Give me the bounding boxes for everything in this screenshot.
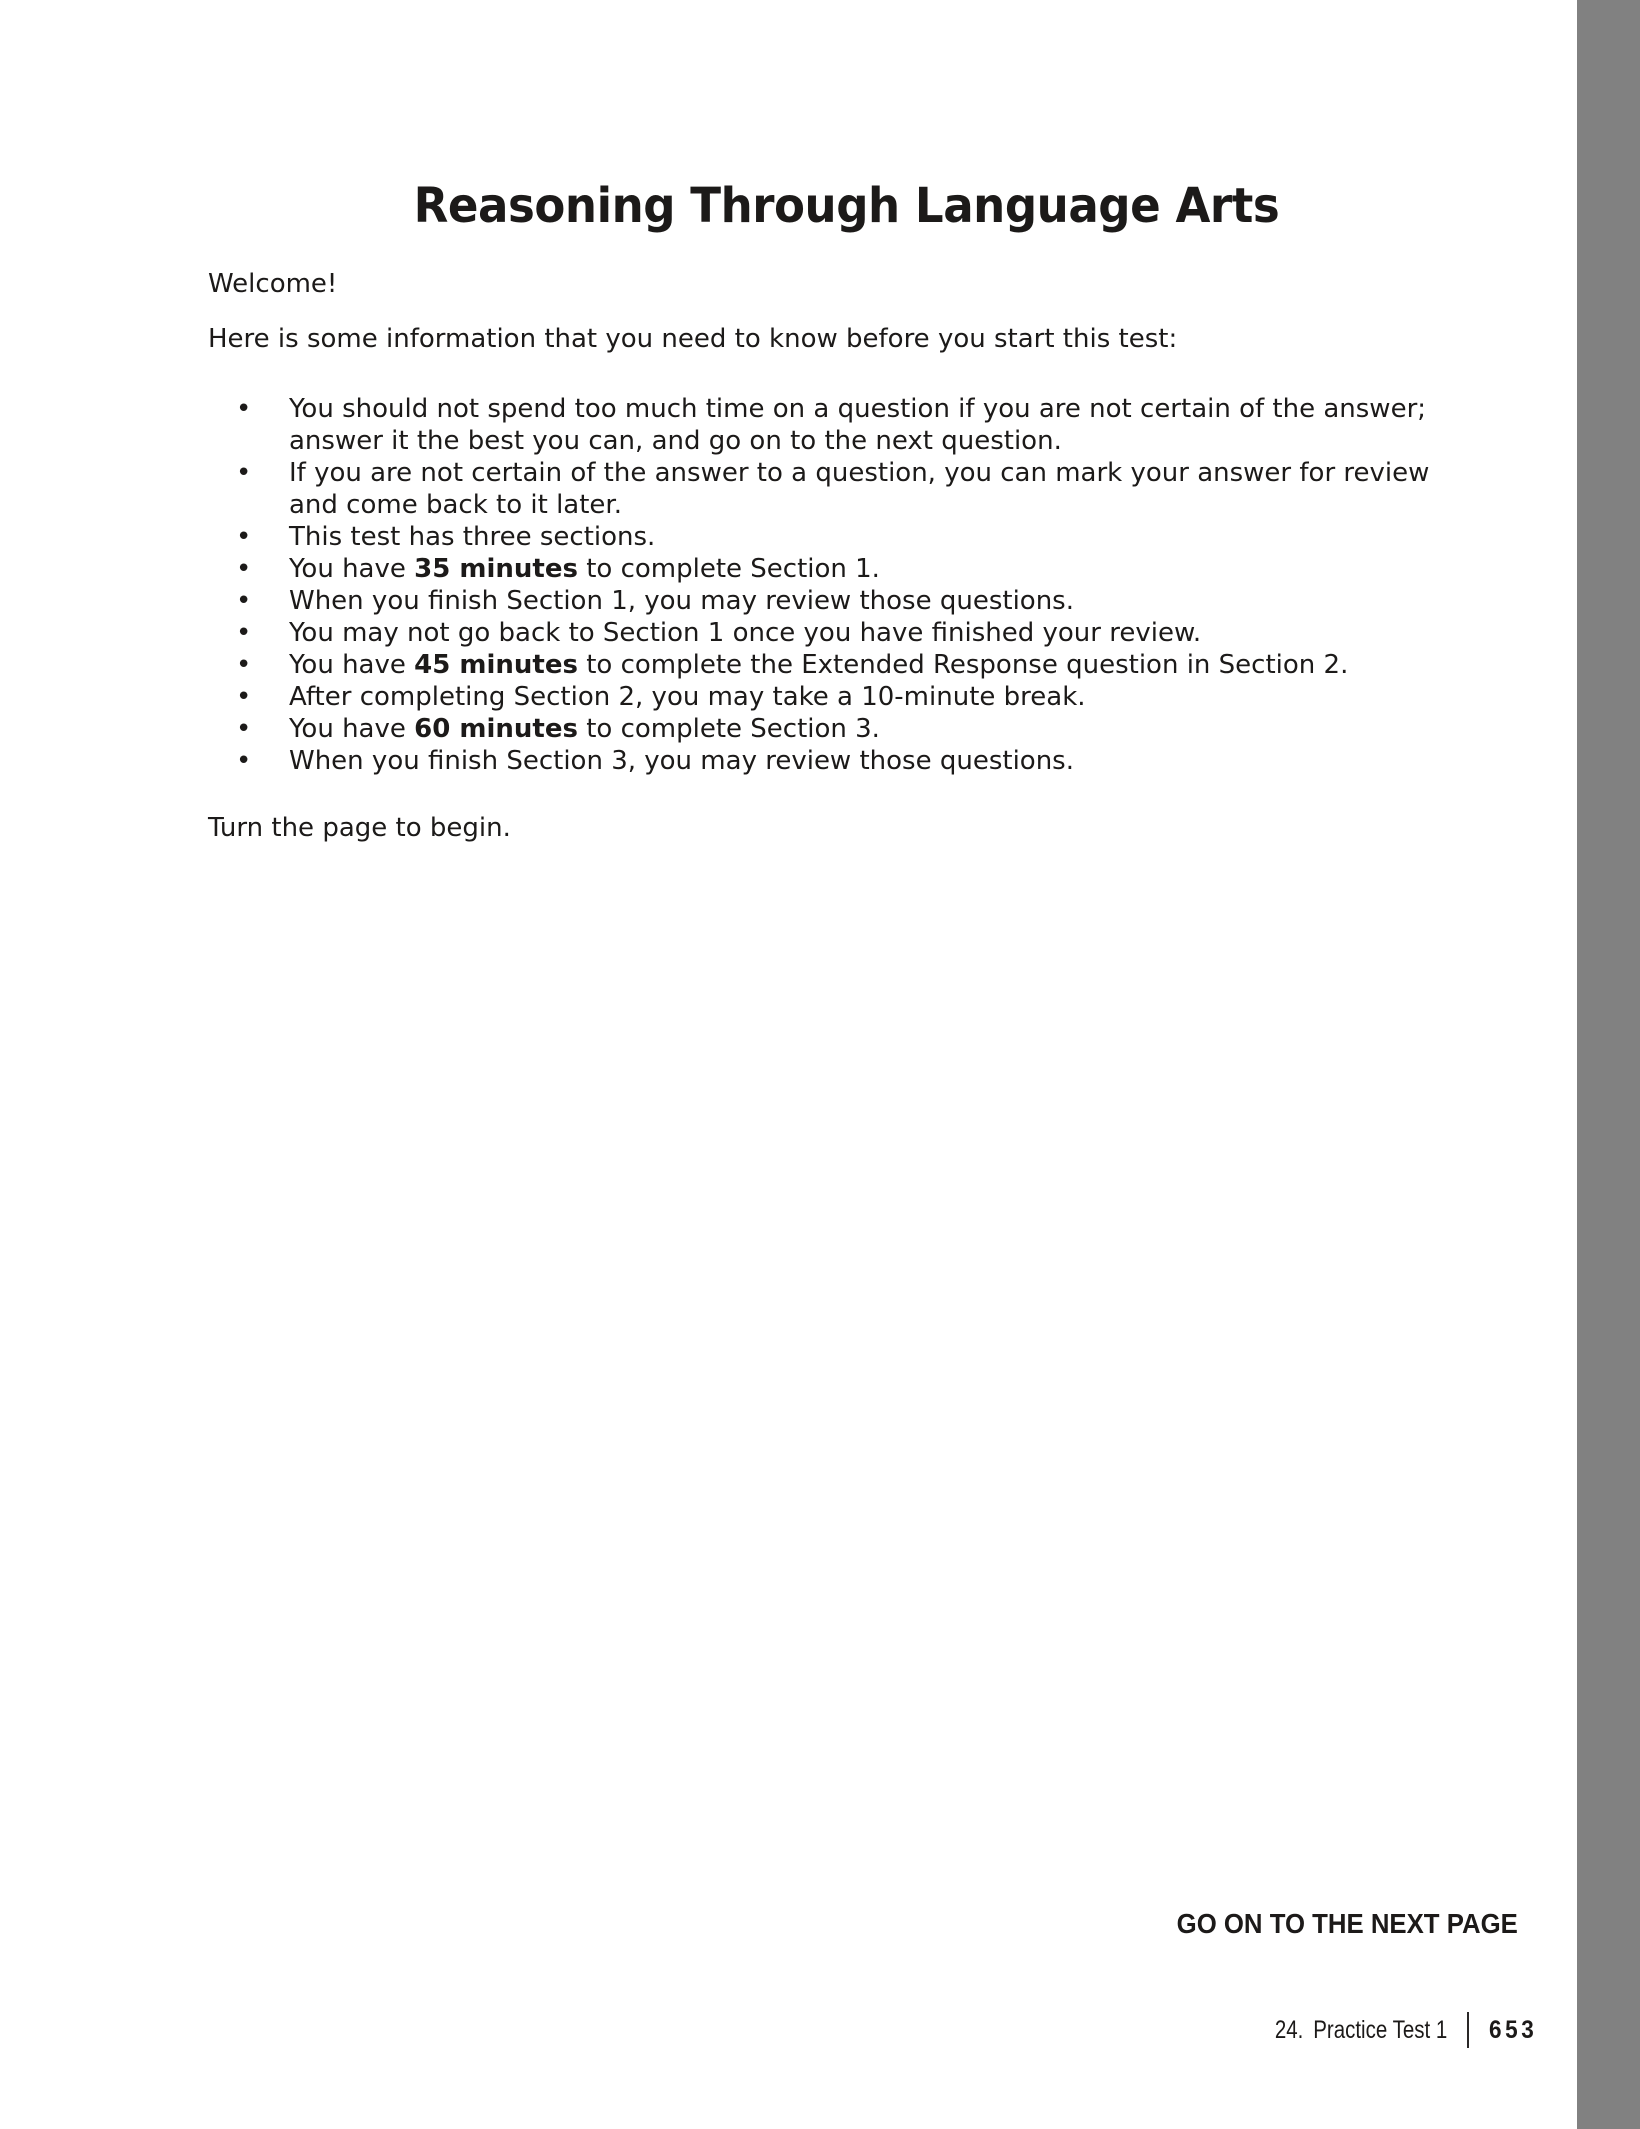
instruction-item: • You have 45 minutes to complete the Extended Response question in Section 2.	[208, 649, 1484, 681]
instruction-item: • When you finish Section 3, you may review those questions.	[208, 745, 1484, 777]
welcome-text: Welcome!	[208, 269, 338, 299]
page-title-text: Reasoning Through Language Arts	[413, 178, 1279, 234]
instruction-list	[208, 393, 1484, 777]
instruction-item: • When you finish Section 1, you may review those questions.	[208, 585, 1484, 617]
footer-chapter-number: 24.	[1274, 2015, 1304, 2044]
go-on-next-page-text: GO ON TO THE NEXT PAGE	[1176, 1908, 1518, 1939]
instruction-item: • You may not go back to Section 1 once you have finished your review.	[208, 617, 1484, 649]
footer-chapter	[1275, 2016, 1447, 2045]
page-content	[208, 0, 1484, 844]
intro-text: Here is some information that you need to know before you start this test:	[208, 324, 1178, 354]
footer-divider	[1467, 2012, 1469, 2048]
instruction-item: • You have 35 minutes to complete Section 1.	[208, 553, 1484, 585]
instruction-item: • This test has three sections.	[208, 521, 1484, 553]
instruction-item: • After completing Section 2, you may take a 10-minute break.	[208, 681, 1484, 713]
page-footer	[1237, 2012, 1543, 2048]
page-edge-bleed-bar	[1577, 0, 1640, 2129]
instruction-item: • You have 60 minutes to complete Section 3.	[208, 713, 1484, 745]
turn-page-text: Turn the page to begin.	[208, 813, 511, 843]
instruction-item: • If you are not certain of the answer to a question, you can mark your answer for review and come back to it later.	[208, 457, 1484, 521]
footer-chapter-label: Practice Test 1	[1313, 2015, 1448, 2044]
page-title	[208, 180, 1484, 232]
instruction-item: • You should not spend too much time on a question if you are not certain of the answer; answer it the best you can, and go on to the next question.	[208, 393, 1484, 457]
footer-page-number: 653	[1489, 2015, 1538, 2044]
